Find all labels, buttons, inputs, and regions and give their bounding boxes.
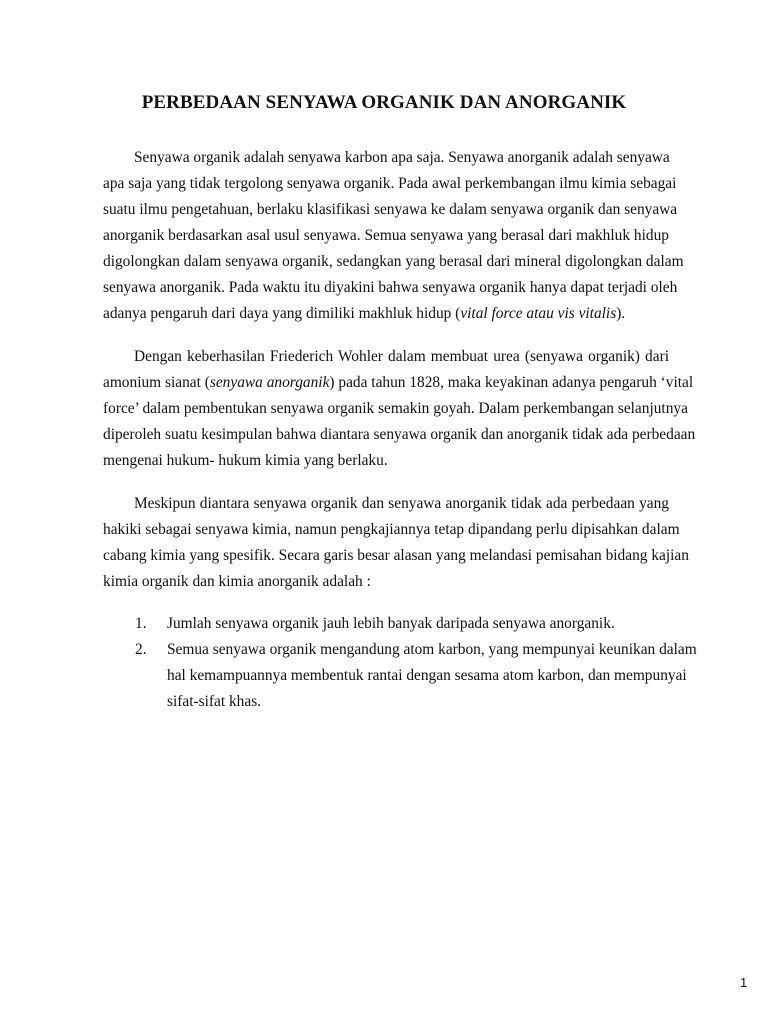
text-segment: kimia organik dan kimia anorganik adalah : <box>103 573 371 590</box>
text-line <box>103 145 669 171</box>
text-segment: Senyawa organik adalah senyawa karbon apa saja. Senyawa anorganik adalah senyawa <box>134 149 670 166</box>
text-line <box>103 370 694 396</box>
text-segment: senyawa anorganik. Pada waktu itu diyakini bahwa senyawa organik hanya dapat terjadi oleh <box>103 279 678 296</box>
text-line: Semua senyawa organik mengandung atom karbon, yang mempunyai keunikan dalam <box>167 641 697 658</box>
text-segment: anorganik berdasarkan asal usul senyawa. Semua senyawa yang berasal dari makhluk hidup <box>103 227 669 244</box>
text-line <box>103 249 684 275</box>
text-line: hal kemampuannya membentuk rantai dengan sesama atom karbon, dan mempunyai <box>167 667 687 684</box>
text-segment: diperoleh suatu kesimpulan bahwa diantara senyawa organik dan anorganik tidak ada perbedaan <box>103 426 696 443</box>
text-line <box>103 396 688 422</box>
text-line: sifat-sifat khas. <box>167 693 262 710</box>
text-segment: force’ dalam pembentukan senyawa organik semakin goyah. Dalam perkembangan selanjutnya <box>103 400 688 417</box>
text-segment: digolongkan dalam senyawa organik, sedangkan yang berasal dari mineral digolongkan dalam <box>103 253 684 270</box>
text-line: Jumlah senyawa organik jauh lebih banyak daripada senyawa anorganik. <box>167 615 615 632</box>
italic-text: vital force atau vis vitalis <box>460 305 617 322</box>
list-number: 1. <box>135 615 147 632</box>
text-segment: adanya pengaruh dari daya yang dimiliki makhluk hidup ( <box>103 305 461 322</box>
list-item <box>135 611 669 637</box>
numbered-list <box>135 611 697 715</box>
text-line <box>103 569 669 595</box>
text-segment: ) pada tahun 1828, maka keyakinan adanya pengaruh ‘vital <box>329 374 694 391</box>
text-line <box>103 223 669 249</box>
text-line <box>103 448 669 474</box>
text-line <box>103 422 696 448</box>
text-line <box>103 543 689 569</box>
paragraph-1 <box>103 145 684 327</box>
text-line <box>103 344 669 370</box>
paragraph-2 <box>103 344 696 474</box>
page-number: 1 <box>740 975 748 990</box>
text-line <box>103 197 678 223</box>
text-segment: cabang kimia yang spesifik. Secara garis besar alasan yang melandasi pemisahan bidang kajian <box>103 547 689 564</box>
text-segment: amonium sianat ( <box>103 374 210 391</box>
text-line <box>103 275 678 301</box>
text-segment: suatu ilmu pengetahuan, berlaku klasifikasi senyawa ke dalam senyawa organik dan senyawa <box>103 201 678 218</box>
text-segment: hakiki sebagai senyawa kimia, namun pengkajiannya tetap dipandang perlu dipisahkan dalam <box>103 521 680 538</box>
italic-text: senyawa anorganik <box>209 374 330 391</box>
text-line <box>103 171 677 197</box>
text-segment: ). <box>616 305 626 322</box>
list-item <box>135 637 697 715</box>
text-segment: Dengan keberhasilan Friederich Wohler dalam membuat urea (senyawa organik) dari <box>134 348 669 365</box>
text-line <box>103 491 669 517</box>
text-line <box>103 301 669 327</box>
list-number: 2. <box>135 641 147 658</box>
text-segment: apa saja yang tidak tergolong senyawa organik. Pada awal perkembangan ilmu kimia sebagai <box>103 175 677 192</box>
document-title: PERBEDAAN SENYAWA ORGANIK DAN ANORGANIK <box>141 92 627 113</box>
text-line <box>103 517 680 543</box>
text-segment: Meskipun diantara senyawa organik dan senyawa anorganik tidak ada perbedaan yang <box>134 495 669 512</box>
text-segment: mengenai hukum- hukum kimia yang berlaku. <box>103 452 388 469</box>
paragraph-3 <box>103 491 689 595</box>
